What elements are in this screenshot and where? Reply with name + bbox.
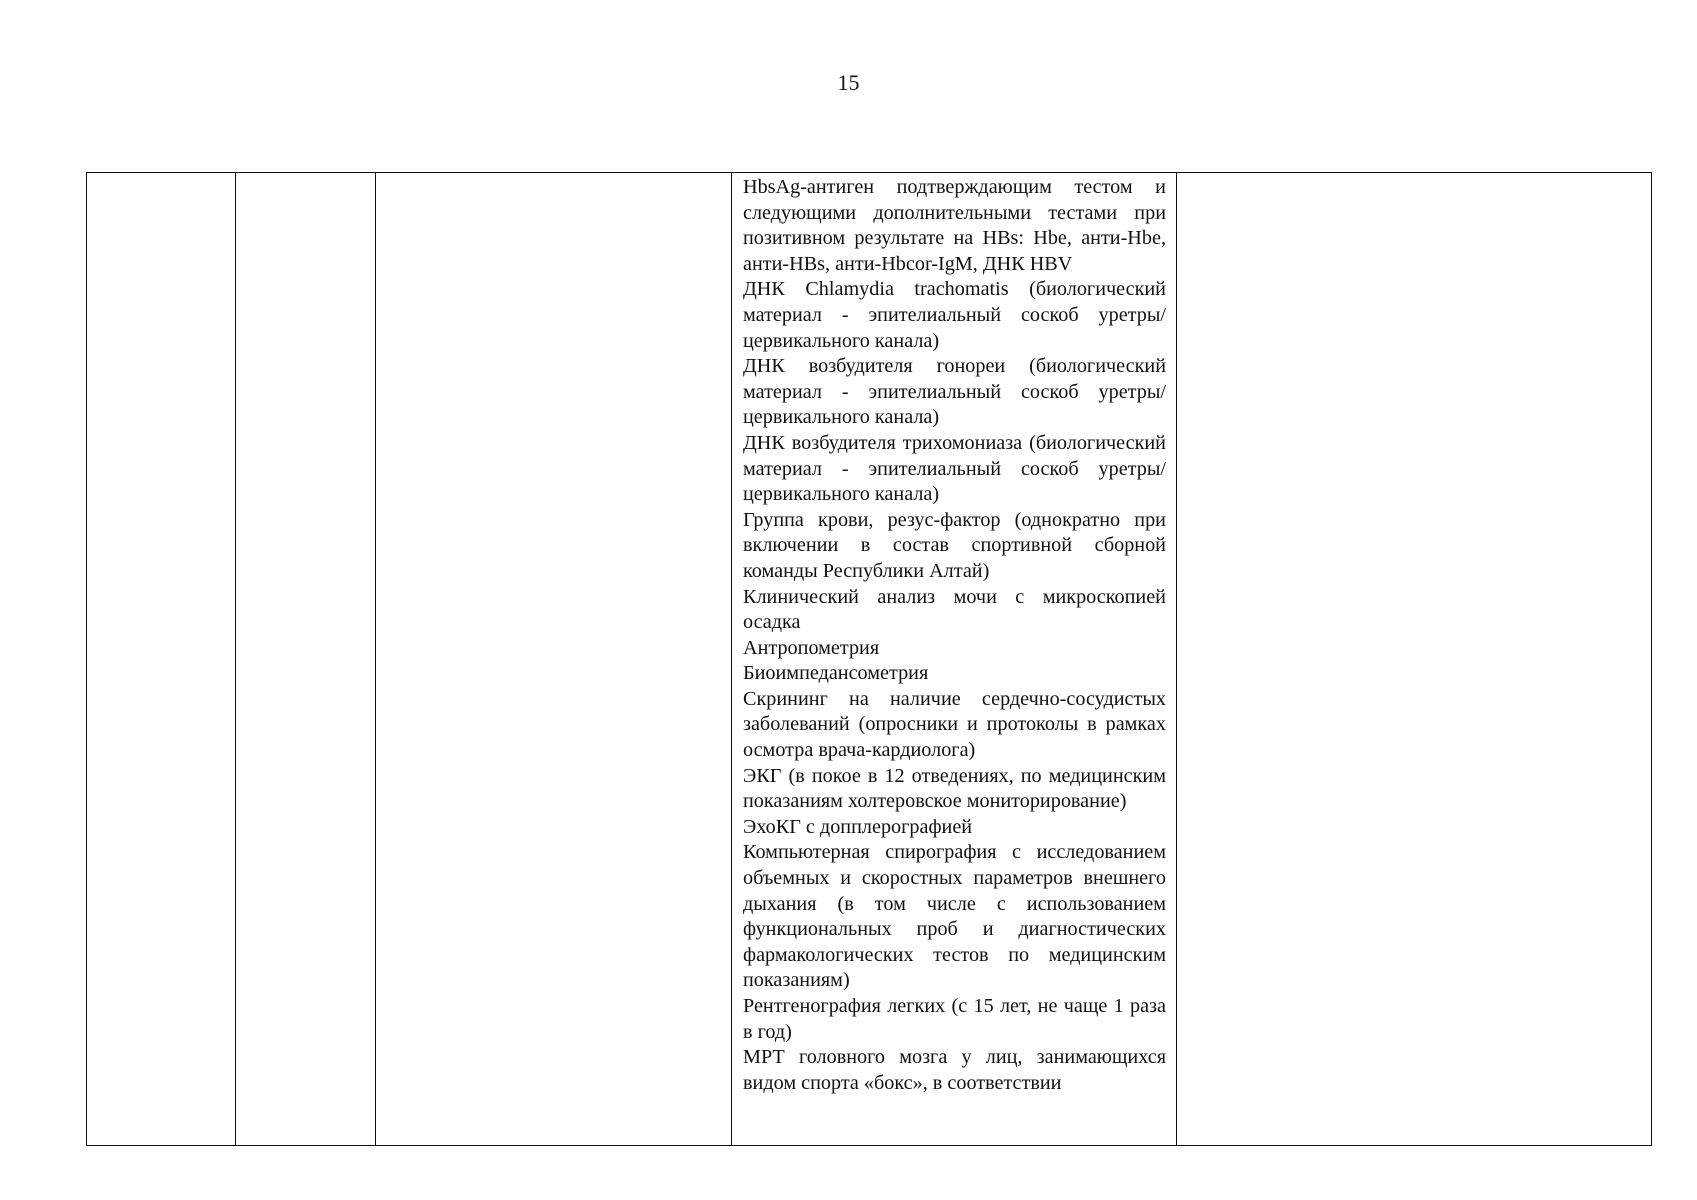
examination-table bbox=[86, 172, 1652, 1146]
exam-item: ДНК Chlamydia trachomatis (биологический материал - эпителиальный соскоб уретры/цервикального канала) bbox=[743, 278, 1166, 352]
table-cell-5 bbox=[1177, 173, 1652, 1146]
exam-item: HbsAg-антиген подтверждающим тестом и следующими дополнительными тестами при позитивном результате на HBs: Hbe, анти-Hbe, анти-HBs, анти-Hbcor-IgM, ДНК HBV bbox=[743, 176, 1166, 275]
page-number: 15 bbox=[837, 70, 860, 95]
exam-item: Клинический анализ мочи с микроскопией осадка bbox=[743, 585, 1166, 634]
exam-item: Скрининг на наличие сердечно-сосудистых заболеваний (опросники и протоколы в рамках осмотра врача-кардиолога) bbox=[743, 687, 1166, 762]
exam-item: ЭКГ (в покое в 12 отведениях, по медицинским показаниям холтеровское мониторирование) bbox=[743, 764, 1166, 813]
exam-item: МРТ головного мозга у лиц, занимающихся видом спорта «бокс», в соответствии bbox=[743, 1046, 1166, 1094]
exam-item: ЭхоКГ с допплерографией bbox=[743, 815, 973, 838]
exam-item: Биоимпедансометрия bbox=[743, 662, 929, 685]
table-cell-3 bbox=[376, 173, 732, 1146]
table-row bbox=[87, 173, 1652, 1146]
examinations-cell bbox=[732, 173, 1177, 1146]
exam-item: Компьютерная спирография с исследованием объемных и скоростных параметров внешнего дыхания (в том числе с использованием функциональных проб и диагностических фармакологических тестов по медицинским показаниям) bbox=[743, 841, 1166, 992]
table-cell-2 bbox=[236, 173, 376, 1146]
exam-item: Рентгенография легких (с 15 лет, не чаще 1 раза в год) bbox=[743, 995, 1166, 1043]
table-cell-1 bbox=[87, 173, 236, 1146]
exam-item: ДНК возбудителя гонореи (биологический материал - эпителиальный соскоб уретры/ цервикального канала) bbox=[743, 355, 1166, 429]
exam-item: ДНК возбудителя трихомониаза (биологический материал - эпителиальный соскоб уретры/цервикального канала) bbox=[743, 431, 1166, 506]
examinations-list bbox=[732, 173, 1176, 1145]
exam-item: Группа крови, резус-фактор (однократно при включении в состав спортивной сборной команды Республики Алтай) bbox=[743, 508, 1166, 582]
exam-item: Антропометрия bbox=[743, 636, 880, 659]
